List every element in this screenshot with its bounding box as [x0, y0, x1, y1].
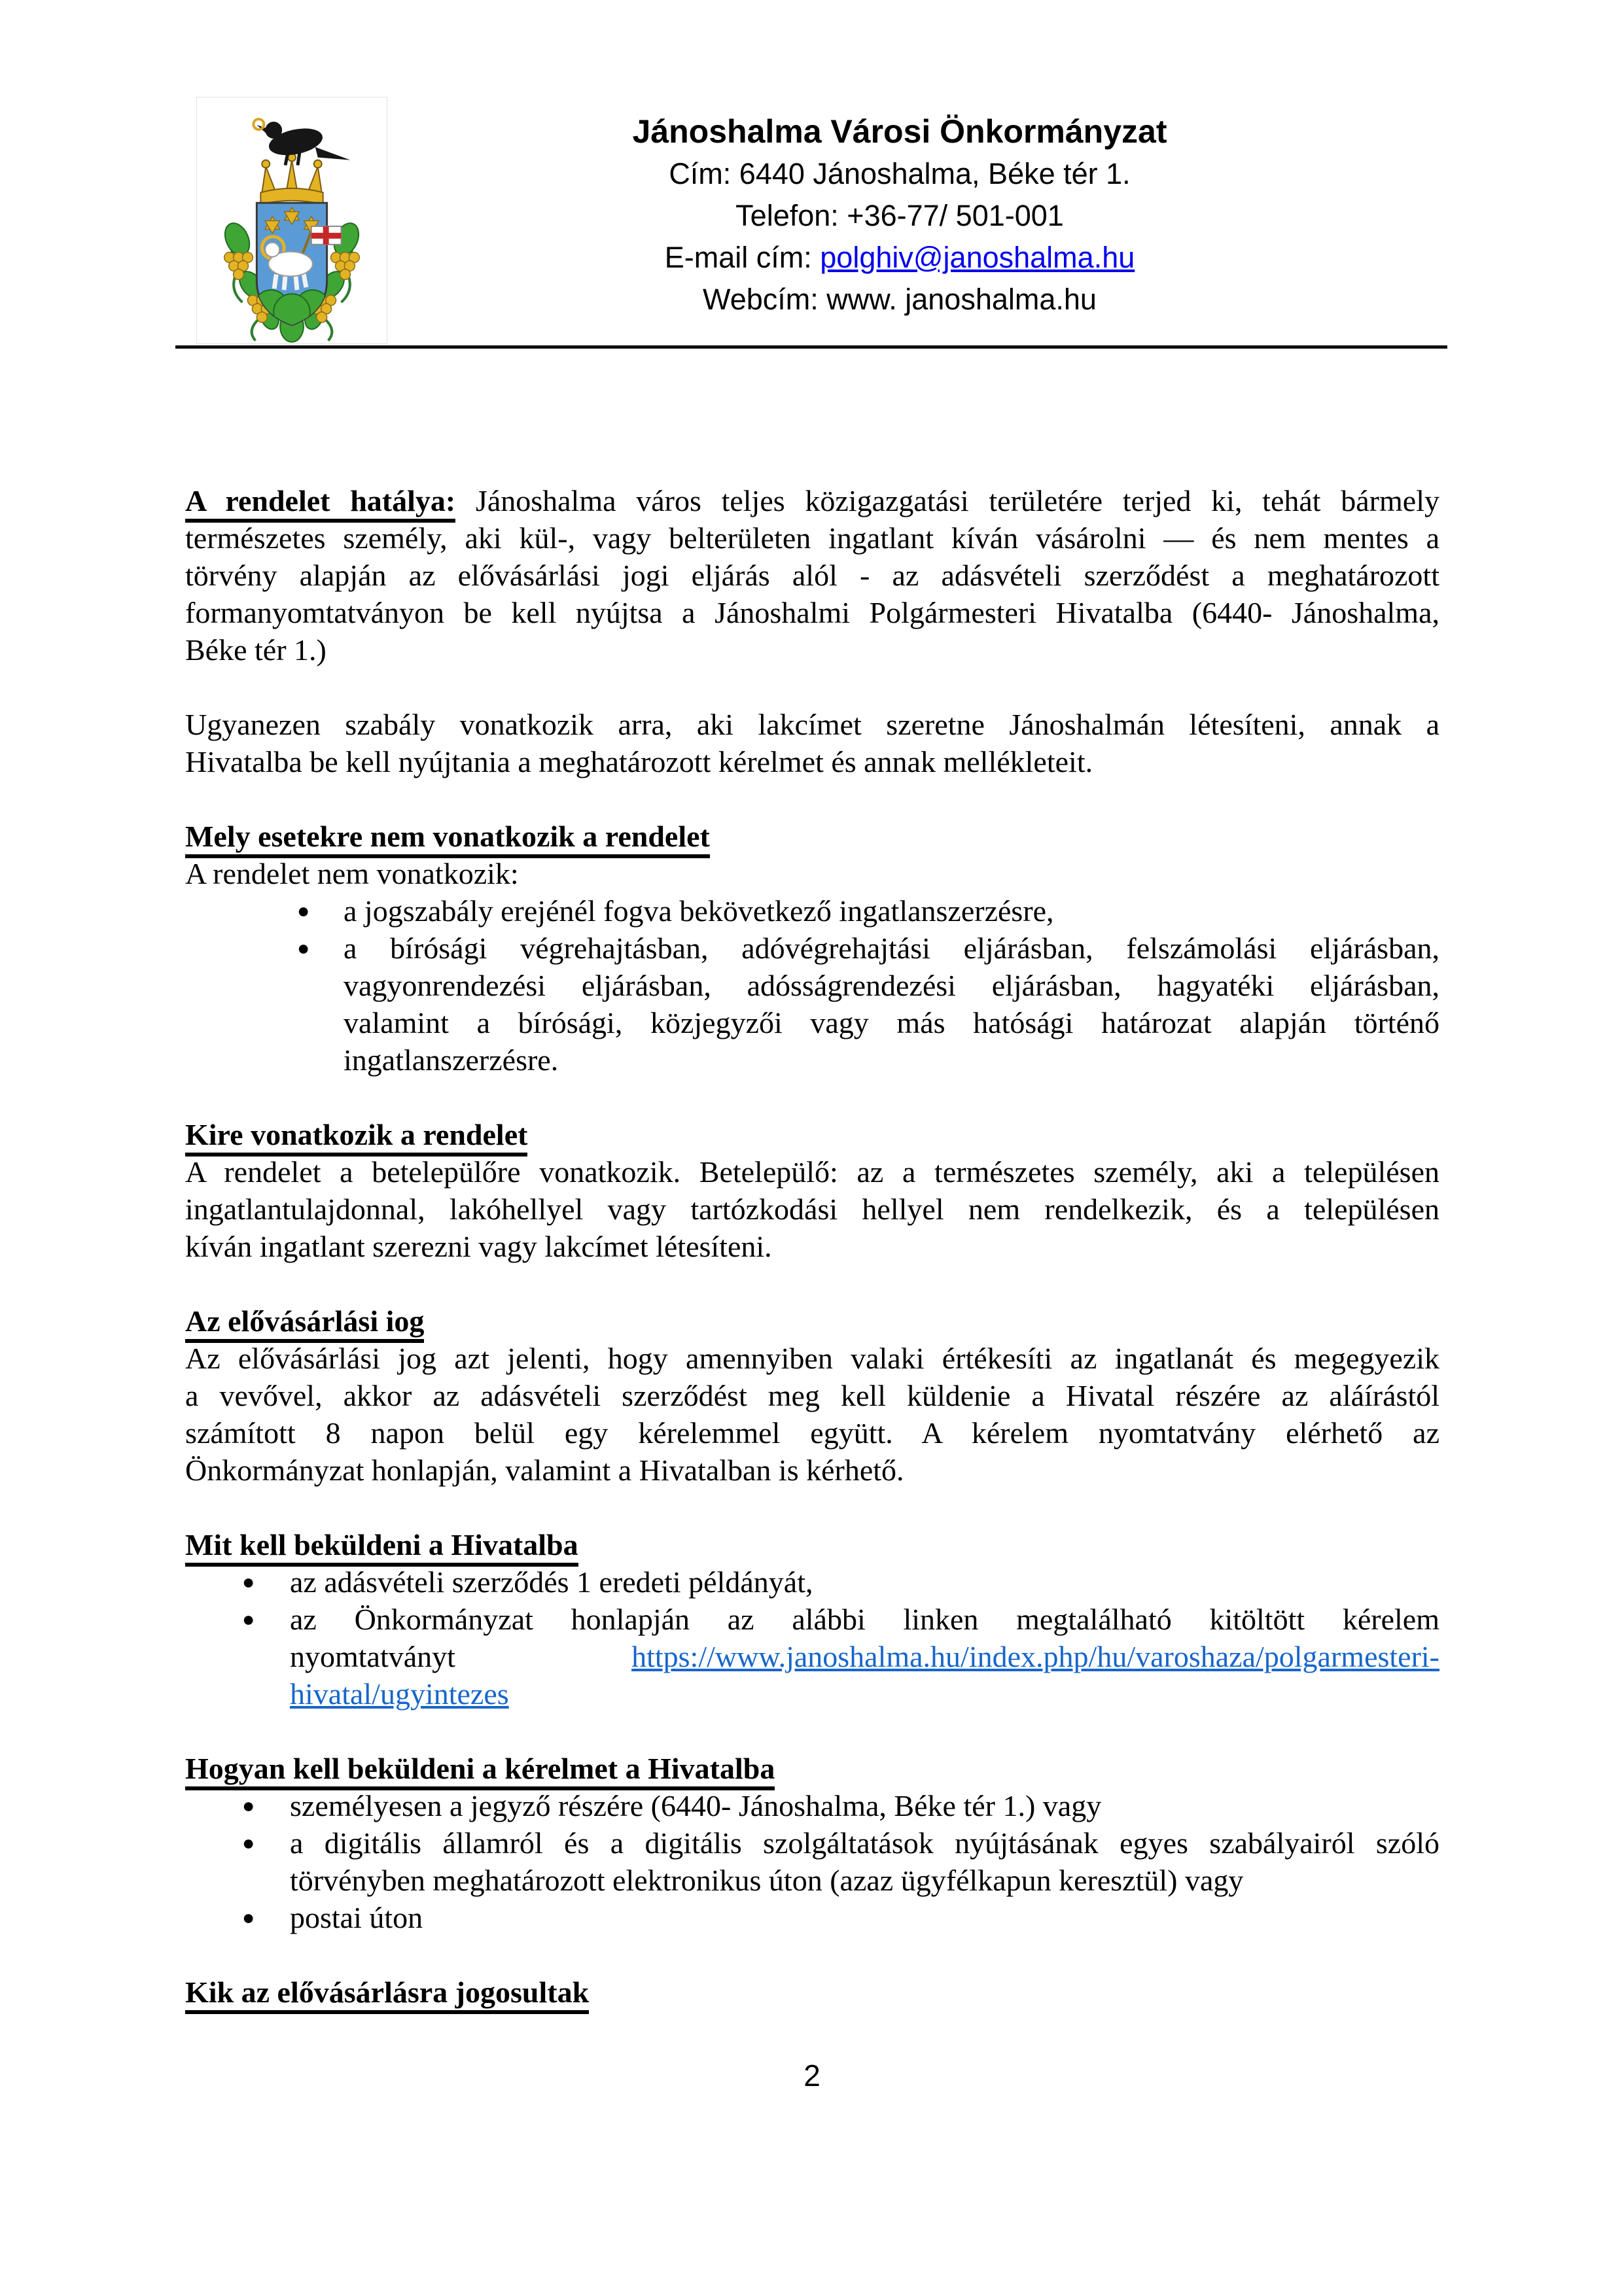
list-item [185, 1899, 1439, 1936]
text-run: az Önkormányzat honlapján az alábbi linken megtalálható kitöltött kérelem [290, 1603, 1439, 1636]
text-run: ingatlantulajdonnal, lakóhellyel vagy tartózkodási hellyel nem rendelkezik, és a településen [185, 1192, 1439, 1226]
section-heading [185, 1302, 1439, 1340]
blank-line [185, 669, 1439, 706]
org-phone: Telefon: +36-77/ 501-001 [735, 199, 1064, 232]
text-run: Az elővásárlási jog azt jelenti, hogy amennyiben valaki értékesíti az ingatlanát és megegyezik [185, 1342, 1439, 1375]
bullet-icon: ● [242, 1794, 255, 1817]
section-heading-text: Mely esetekre nem vonatkozik a rendelet [185, 820, 710, 858]
blank-line [185, 1265, 1439, 1302]
list-item [185, 1601, 1439, 1713]
text-run: Ugyanezen szabály vonatkozik arra, aki lakcímet szeretne Jánoshalmán létesíteni, annak a [185, 708, 1439, 741]
text-run: a jogszabály erejénél fogva bekövetkező ingatlanszerzésre, [344, 894, 1054, 928]
text-run: nyomtatványt [290, 1640, 632, 1673]
text-run: természetes személy, aki kül-, vagy belterületen ingatlant kíván vásárolni — és nem mentes a [185, 521, 1439, 555]
bullet-icon: ● [242, 1905, 255, 1929]
text-run: törvényben meghatározott elektronikus úton (azaz ügyfélkapun keresztül) vagy [290, 1864, 1244, 1897]
text-line [290, 1862, 1439, 1899]
blank-line [185, 780, 1439, 818]
hyperlink[interactable]: https://www.janoshalma.hu/index.php/hu/varoshaza/polgarmesteri- [631, 1640, 1439, 1673]
email-label: E-mail cím: [664, 241, 821, 274]
text-run: számított 8 napon belül egy kérelemmel együtt. A kérelem nyomtatvány elérhető az [185, 1416, 1439, 1450]
text-run: a digitális államról és a digitális szolgáltatások nyújtásának egyes szabályairól szóló [290, 1826, 1439, 1860]
janoshalma-coat-of-arms-icon [197, 97, 387, 343]
text-line [185, 482, 1439, 519]
text-run: valamint a bírósági, közjegyzői vagy más hatósági határozat alapján történő [344, 1006, 1439, 1039]
text-line [185, 1228, 1439, 1265]
section-heading-text: Az elővásárlási iog [185, 1304, 424, 1343]
email-link[interactable]: polghiv@janoshalma.hu [820, 241, 1135, 274]
text-line [290, 1824, 1439, 1862]
text-line [344, 967, 1439, 1004]
org-email-line [366, 237, 1433, 279]
text-line [290, 1899, 1439, 1936]
page-number: 2 [803, 2059, 821, 2093]
text-run: ingatlanszerzésre. [344, 1043, 559, 1077]
bullet-icon: ● [242, 1607, 255, 1631]
text-run: a vevővel, akkor az adásvételi szerződést meg kell küldenie a Hivatal részére az aláírástól [185, 1379, 1439, 1412]
text-line [344, 1041, 1439, 1079]
text-line [344, 1004, 1439, 1041]
text-run: törvény alapján az elővásárlási jogi eljárás alól - az adásvételi szerződést a meghatározott [185, 559, 1439, 592]
text-run: a bírósági végrehajtásban, adóvégrehajtási eljárásban, felszámolási eljárásban, [344, 931, 1439, 965]
bullet-list [185, 1563, 1439, 1713]
text-run: Hivatalba be kell nyújtania a meghatározott kérelmet és annak mellékleteit. [185, 745, 1093, 778]
text-line [344, 930, 1439, 967]
paragraph [185, 855, 1439, 892]
text-run: kíván ingatlant szerezni vagy lakcímet létesíteni. [185, 1230, 772, 1263]
bullet-icon: ● [297, 899, 310, 922]
text-line [185, 1340, 1439, 1377]
text-line [185, 1414, 1439, 1452]
coat-of-arms-logo [196, 97, 387, 344]
section-heading-text: Kik az elővásárlásra jogosultak [185, 1975, 589, 2014]
run-in-heading: A rendelet hatálya: [185, 484, 455, 523]
section-heading [185, 818, 1439, 855]
text-run: postai úton [290, 1901, 423, 1934]
text-run: az adásvételi szerződés 1 eredeti példányát, [290, 1565, 813, 1599]
text-line [290, 1787, 1439, 1824]
text-line [290, 1563, 1439, 1601]
paragraph [185, 1153, 1439, 1265]
section-heading [185, 1526, 1439, 1563]
text-line [185, 706, 1439, 743]
list-item [185, 892, 1439, 930]
text-line [185, 1452, 1439, 1489]
org-name: Jánoshalma Városi Önkormányzat [632, 113, 1167, 150]
text-run: formanyomtatványon be kell nyújtsa a Jánoshalmi Polgármesteri Hivatalba (6440- Jánoshalma, [185, 596, 1439, 629]
text-line [185, 743, 1439, 780]
section-heading-text: Kire vonatkozik a rendelet [185, 1118, 527, 1157]
text-line [290, 1675, 1439, 1713]
text-run: A rendelet a betelepülőre vonatkozik. Betelepülő: az a természetes személy, aki a településen [185, 1155, 1439, 1189]
text-line [185, 1191, 1439, 1228]
text-run: Béke tér 1.) [185, 633, 327, 667]
blank-line [185, 1079, 1439, 1116]
text-line [185, 1153, 1439, 1191]
section-heading-text: Hogyan kell beküldeni a kérelmet a Hivatalba [185, 1752, 775, 1790]
text-run: Önkormányzat honlapján, valamint a Hivatalban is kérhető. [185, 1453, 904, 1487]
blank-line [185, 1489, 1439, 1526]
text-line [185, 519, 1439, 557]
text-run: személyesen a jegyző részére (6440- Jánoshalma, Béke tér 1.) vagy [290, 1789, 1102, 1822]
text-run: vagyonrendezési eljárásban, adósságrendezési eljárásban, hagyatéki eljárásban, [344, 969, 1439, 1002]
section-heading [185, 1974, 1439, 2011]
document-body [185, 482, 1439, 2011]
text-line [344, 892, 1439, 930]
text-run: Jánoshalma város teljes közigazgatási területére terjed ki, tehát bármely [455, 484, 1439, 517]
bullet-icon: ● [242, 1570, 255, 1593]
list-item [185, 1563, 1439, 1601]
section-heading [185, 1116, 1439, 1153]
text-run: A rendelet nem vonatkozik: [185, 857, 519, 890]
org-address: Cím: 6440 Jánoshalma, Béke tér 1. [669, 157, 1131, 190]
bullet-icon: ● [242, 1831, 255, 1854]
hyperlink[interactable]: hivatal/ugyintezes [290, 1677, 509, 1711]
section-heading [185, 1750, 1439, 1787]
list-item [185, 930, 1439, 1079]
bullet-list [185, 1787, 1439, 1936]
text-line [185, 594, 1439, 631]
blank-line [185, 1713, 1439, 1750]
text-line [185, 631, 1439, 669]
text-line [290, 1638, 1439, 1675]
bullet-list [185, 892, 1439, 1079]
paragraph [185, 482, 1439, 669]
text-line [185, 557, 1439, 594]
text-line [185, 855, 1439, 892]
list-item [185, 1824, 1439, 1899]
letterhead [366, 110, 1433, 321]
paragraph [185, 1340, 1439, 1489]
list-item [185, 1787, 1439, 1824]
header-divider [175, 345, 1447, 349]
section-heading-text: Mit kell beküldeni a Hivatalba [185, 1528, 578, 1567]
blank-line [185, 1936, 1439, 1974]
text-line [290, 1601, 1439, 1638]
text-line [185, 1377, 1439, 1414]
paragraph [185, 706, 1439, 780]
org-web: Webcím: www. janoshalma.hu [703, 283, 1097, 316]
bullet-icon: ● [297, 936, 310, 960]
